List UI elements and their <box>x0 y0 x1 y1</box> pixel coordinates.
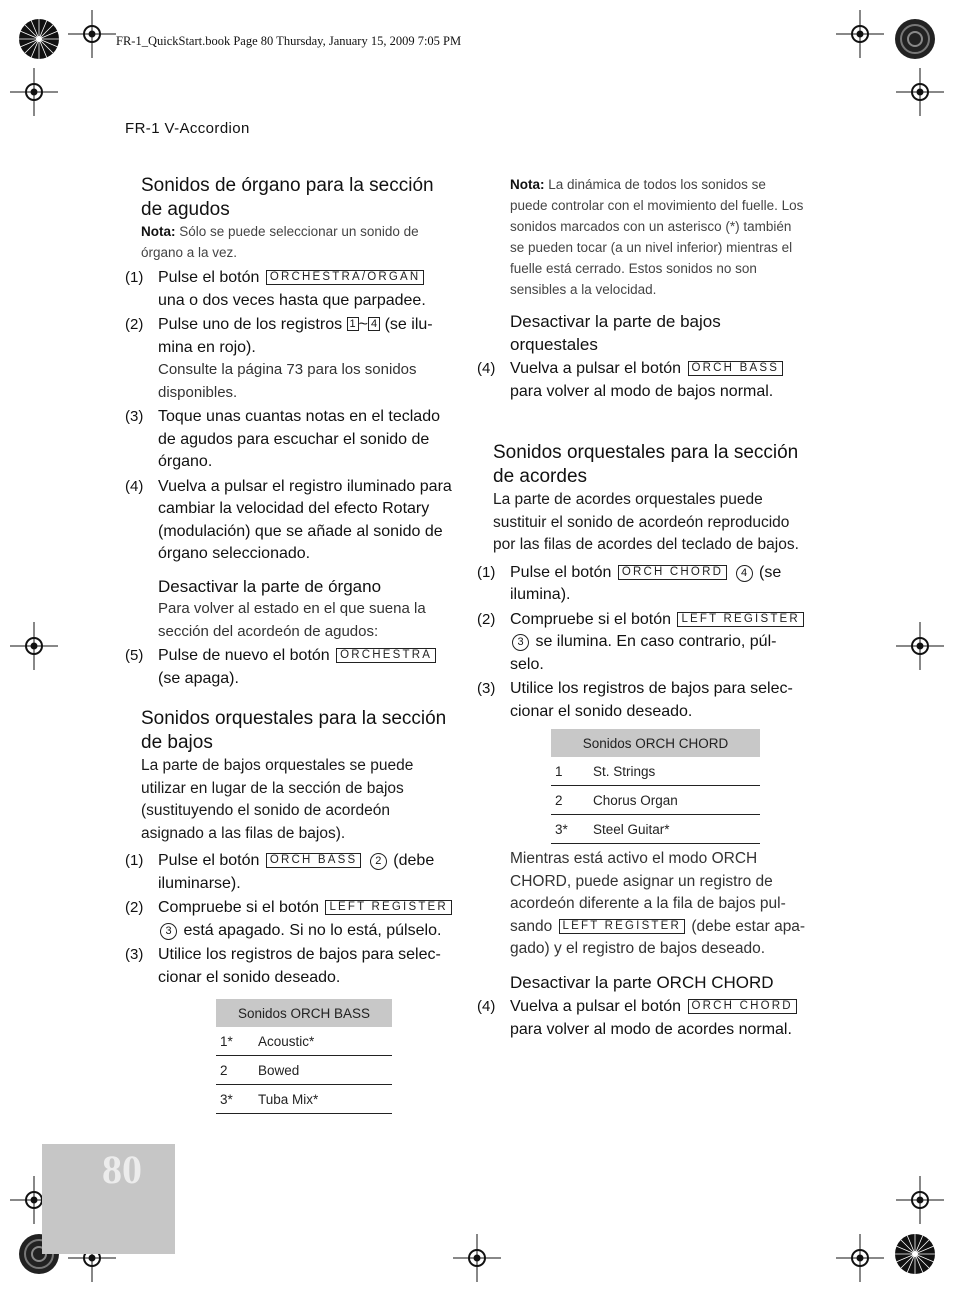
note <box>125 221 455 263</box>
step-text: se ilumina. En caso contrario, púl-selo. <box>510 633 777 673</box>
note <box>477 174 807 300</box>
step-text: (se apaga). <box>158 669 239 687</box>
step-text: Pulse de nuevo el botón <box>158 647 335 664</box>
step-number: (1) <box>477 563 496 581</box>
circled-number: 3 <box>160 923 177 940</box>
step-text: Vuelva a pulsar el botón <box>510 360 686 377</box>
crosshair-mark-icon <box>836 1234 884 1282</box>
table-row <box>216 1056 392 1085</box>
circled-number: 3 <box>512 634 529 651</box>
table-row <box>216 1085 392 1114</box>
table-cell: 1* <box>216 1027 257 1056</box>
step-text: Vuelva a pulsar el botón <box>510 998 686 1015</box>
step-text: Vuelva a pulsar el registro iluminado para cambiar la velocidad del efecto Rotary (modulación) que se añade al sonido de órgano seleccionado. <box>158 477 452 562</box>
crosshair-mark-icon <box>896 68 944 116</box>
step-number: (2) <box>477 610 496 628</box>
step <box>125 897 455 942</box>
left-column <box>125 174 455 989</box>
crosshair-mark-icon <box>836 10 884 58</box>
orchestra-organ-button: ORCHESTRA/ORGAN <box>266 270 425 285</box>
step-number: (4) <box>125 477 144 495</box>
step <box>125 476 455 566</box>
step-text: (debe iluminarse). <box>158 852 435 892</box>
step-text: Pulse el botón <box>510 563 616 581</box>
section-intro: La parte de bajos orquestales se puede utilizar en lugar de la sección de bajos (sustituyendo el sonido de acordeón asignado a las filas de bajos). <box>141 757 414 842</box>
step-text: (se ilu-mina en rojo). <box>158 316 433 356</box>
register-key-1: 1 <box>347 317 359 331</box>
note-label: Nota: <box>141 224 176 239</box>
circled-number: 2 <box>370 853 387 870</box>
step-text: para volver al modo de acordes normal. <box>510 1020 792 1038</box>
crosshair-mark-icon <box>68 10 116 58</box>
paragraph <box>477 848 807 961</box>
subheading-chord-off: Desactivar la parte ORCH CHORD <box>510 972 774 992</box>
table-cell: 1 <box>551 757 592 786</box>
step-number: (1) <box>125 852 144 869</box>
paragraph-text: Mientras está activo el modo ORCH CHORD, puede asignar un registro de acordeón diferente a la fila de bajos pul-sando <box>510 850 786 935</box>
orch-bass-button: ORCH BASS <box>688 361 784 376</box>
crosshair-mark-icon <box>896 1176 944 1224</box>
table-cell: 2 <box>216 1056 257 1085</box>
table-row <box>551 757 760 786</box>
subheading-text: Para volver al estado en el que suena la sección del acordeón de agudos: <box>158 600 426 640</box>
step <box>125 406 455 474</box>
step <box>477 358 807 403</box>
crosshair-mark-icon <box>10 622 58 670</box>
table-row <box>551 815 760 844</box>
step <box>477 609 807 677</box>
step-text: ~ <box>358 316 369 333</box>
right-column-lower <box>477 848 807 1041</box>
table-cell: St. Strings <box>592 757 760 786</box>
starburst-mark-icon <box>894 1233 936 1275</box>
starburst-mark-icon <box>18 18 60 60</box>
step-subtext: Consulte la página 73 para los sonidos disponibles. <box>158 361 417 401</box>
table-cell: 3* <box>216 1085 257 1114</box>
step-text: Utilice los registros de bajos para selec-cionar el sonido deseado. <box>510 680 793 720</box>
step <box>125 645 455 690</box>
starburst-mark-icon <box>894 18 936 60</box>
step-number: (3) <box>125 946 144 963</box>
step-number: (3) <box>125 408 144 425</box>
step <box>125 267 455 312</box>
note-text: La dinámica de todos los sonidos se puede controlar con el movimiento del fuelle. Los sonidos marcados con un asterisco (*) también se pueden tocar (a un nivel inferior) mientras el fuelle está cerrado. Estos sonidos no son sensibles a la velocidad. <box>510 177 804 297</box>
table-cell: Chorus Organ <box>592 786 760 815</box>
orchestra-button: ORCHESTRA <box>336 648 436 663</box>
table-cell: 3* <box>551 815 592 844</box>
section-heading-chord: Sonidos orquestales para la sección de acordes <box>493 442 799 487</box>
step-number: (2) <box>125 316 144 333</box>
table-cell: Steel Guitar* <box>592 815 760 844</box>
paragraph-text: (debe estar apa-gado) y el registro de bajos deseado. <box>510 917 806 957</box>
left-register-button: LEFT REGISTER <box>325 900 452 915</box>
table-cell: Acoustic* <box>257 1027 392 1056</box>
table-cell: 2 <box>551 786 592 815</box>
note-label: Nota: <box>510 177 545 192</box>
step-text: para volver al modo de bajos normal. <box>510 382 774 400</box>
table-cell: Bowed <box>257 1056 392 1085</box>
step-text: Pulse el botón <box>158 269 264 286</box>
running-head: FR-1 V-Accordion <box>125 120 250 137</box>
step-text: Compruebe si el botón <box>510 610 676 628</box>
step-number: (1) <box>125 269 144 286</box>
section-heading-bass: Sonidos orquestales para la sección de bajos <box>141 708 447 753</box>
left-register-button: LEFT REGISTER <box>559 919 686 934</box>
step <box>125 944 455 989</box>
step <box>477 678 807 723</box>
section-intro: La parte de acordes orquestales puede sustituir el sonido de acordeón reproducido por las filas de acordes del teclado de bajos. <box>493 491 799 553</box>
step-text: Pulse uno de los registros <box>158 316 347 333</box>
orch-chord-table <box>551 729 760 844</box>
table-cell: Tuba Mix* <box>257 1085 392 1114</box>
step <box>125 850 455 895</box>
step-text: (se ilumina). <box>510 563 782 603</box>
note-text: Sólo se puede seleccionar un sonido de órgano a la vez. <box>141 224 419 260</box>
step-text: Utilice los registros de bajos para selec-cionar el sonido deseado. <box>158 946 441 986</box>
step-text: Compruebe si el botón <box>158 899 324 916</box>
step-number: (2) <box>125 899 144 916</box>
step-text: una o dos veces hasta que parpadee. <box>158 291 426 309</box>
circled-number: 4 <box>736 565 753 582</box>
step-number: (4) <box>477 360 496 377</box>
table-row <box>551 786 760 815</box>
step-text: está apagado. Si no lo está, púlselo. <box>179 921 442 939</box>
table-header-row <box>216 999 392 1027</box>
step-text: Pulse el botón <box>158 852 264 869</box>
orch-bass-table <box>216 999 392 1114</box>
crosshair-mark-icon <box>896 622 944 670</box>
step <box>477 562 807 607</box>
register-key-4: 4 <box>368 317 380 331</box>
page-number: 80 <box>102 1147 142 1192</box>
table-header: Sonidos ORCH BASS <box>216 999 392 1027</box>
step-number: (4) <box>477 998 496 1015</box>
step-number: (3) <box>477 680 496 697</box>
crosshair-mark-icon <box>453 1234 501 1282</box>
step-text: Toque unas cuantas notas en el teclado de agudos para escuchar el sonido de órgano. <box>158 408 440 470</box>
section-heading-organ: Sonidos de órgano para la sección de agudos <box>141 175 434 220</box>
table-row <box>216 1027 392 1056</box>
crosshair-mark-icon <box>10 68 58 116</box>
table-header: Sonidos ORCH CHORD <box>551 729 760 757</box>
right-column <box>477 174 807 723</box>
print-slug: FR-1_QuickStart.book Page 80 Thursday, January 15, 2009 7:05 PM <box>116 34 462 48</box>
orch-chord-button: ORCH CHORD <box>618 565 727 580</box>
table-header-row <box>551 729 760 757</box>
step <box>125 314 455 359</box>
orch-bass-button: ORCH BASS <box>266 853 362 868</box>
step-number: (5) <box>125 647 144 664</box>
step <box>477 996 807 1041</box>
left-register-button: LEFT REGISTER <box>677 612 804 627</box>
subheading-organ-off: Desactivar la parte de órgano <box>158 576 382 596</box>
subheading-bass-off: Desactivar la parte de bajos orquestales <box>510 312 721 354</box>
orch-chord-button: ORCH CHORD <box>688 999 797 1014</box>
